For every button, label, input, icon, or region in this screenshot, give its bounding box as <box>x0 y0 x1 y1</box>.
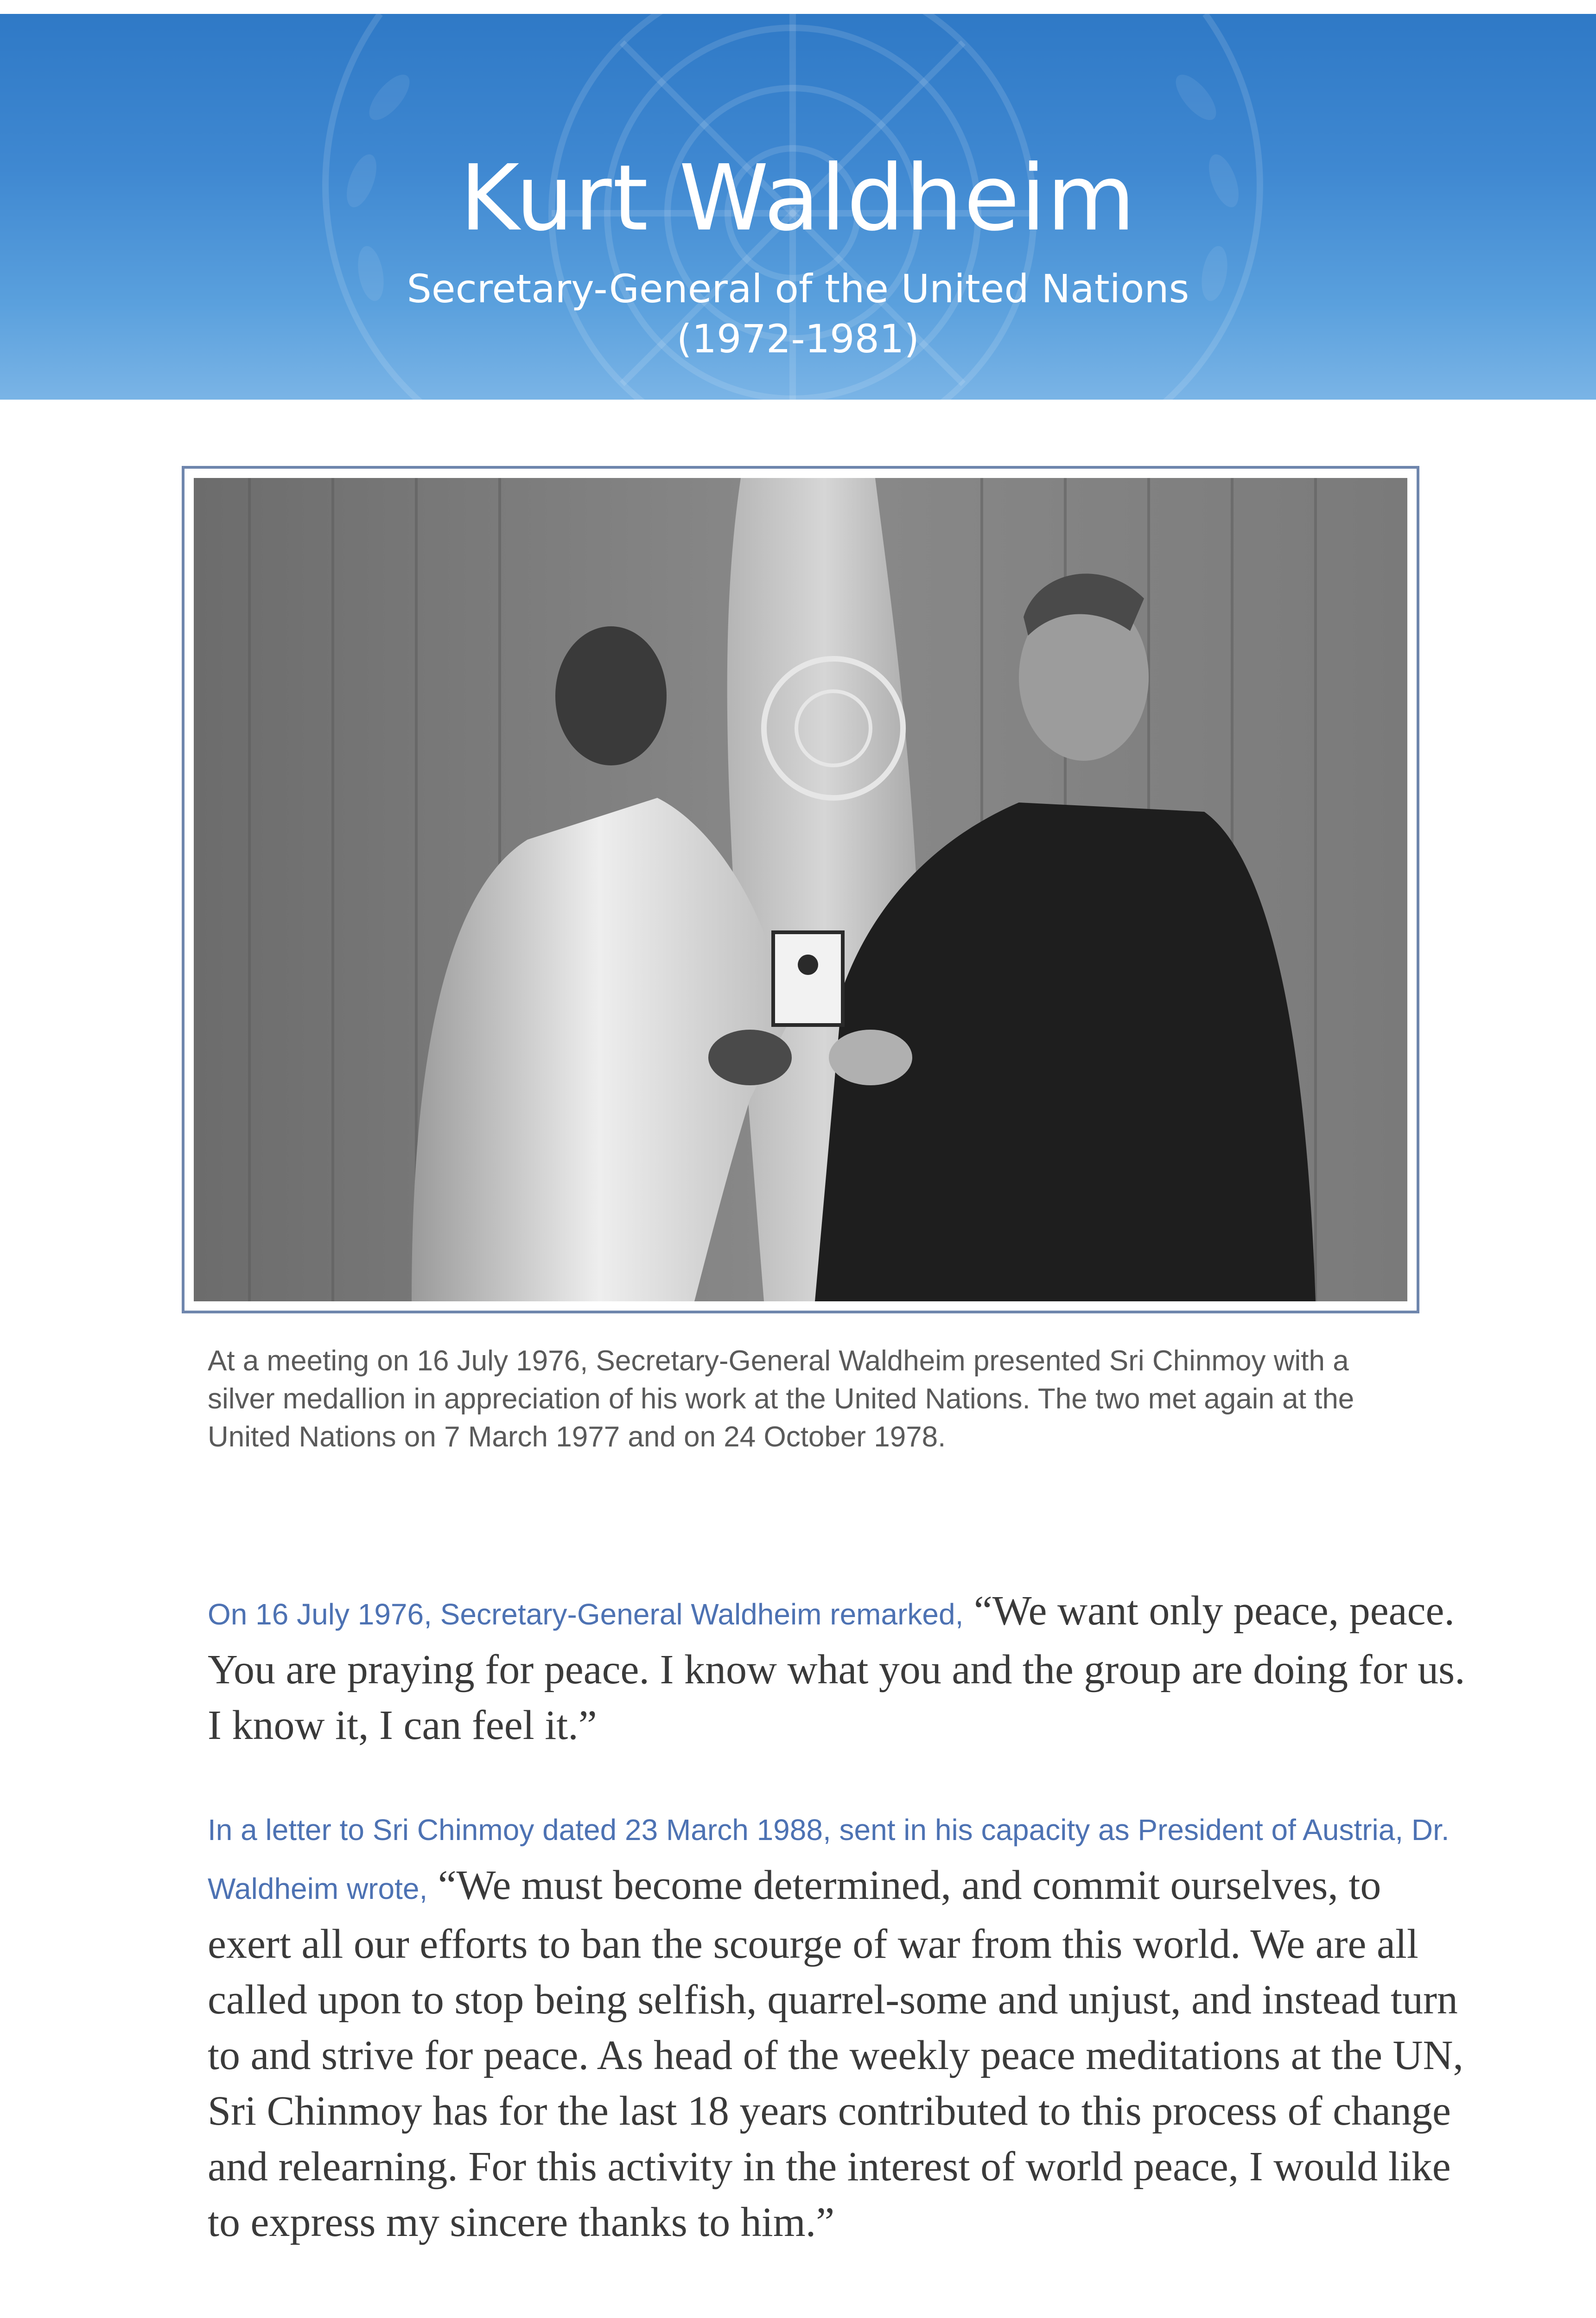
header-banner <box>0 14 1596 400</box>
top-rule <box>0 0 1596 14</box>
quote-2-lead: In a letter to Sri Chinmoy dated 23 March 1988, sent in his capacity as President of Austria, Dr. Waldheim wrote, <box>208 1813 1450 1905</box>
quote-2-text: “We must become determined, and commit ourselves, to exert all our efforts to ban the scourge of war from this world. We are all called upon to stop being selfish, quarrel-some and unjust, and instead turn to and strive for peace. As head of the weekly peace meditations at the UN, Sri Chinmoy has for the last 18 years contributed to this process of change and relearning. For this activity in the interest of world peace, I would like to express my sincere thanks to him.” <box>208 1862 1464 2245</box>
quote-1-text: “We want only peace, peace. You are praying for peace. I know what you and the group are doing for us. I know it, I can feel it.” <box>208 1588 1465 1748</box>
photo-frame <box>182 466 1419 1313</box>
photo-caption: At a meeting on 16 July 1976, Secretary-General Waldheim presented Sri Chinmoy with a silver medallion in appreciation of his work at the United Nations. The two met again at the United Nations on 7 March 1977 and on 24 October 1978. <box>208 1345 1354 1453</box>
quote-1-lead: On 16 July 1976, Secretary-General Waldheim remarked, <box>208 1598 964 1631</box>
subtitle-years: (1972-1981) <box>676 316 920 362</box>
subtitle-role: Secretary-General of the United Nations <box>407 266 1189 312</box>
page-title: Kurt Waldheim <box>459 146 1137 251</box>
page-subtitle <box>0 264 1596 364</box>
quote-1 <box>208 1583 1469 1753</box>
quote-2 <box>208 1799 1469 2250</box>
photograph-icon <box>194 478 1407 1301</box>
